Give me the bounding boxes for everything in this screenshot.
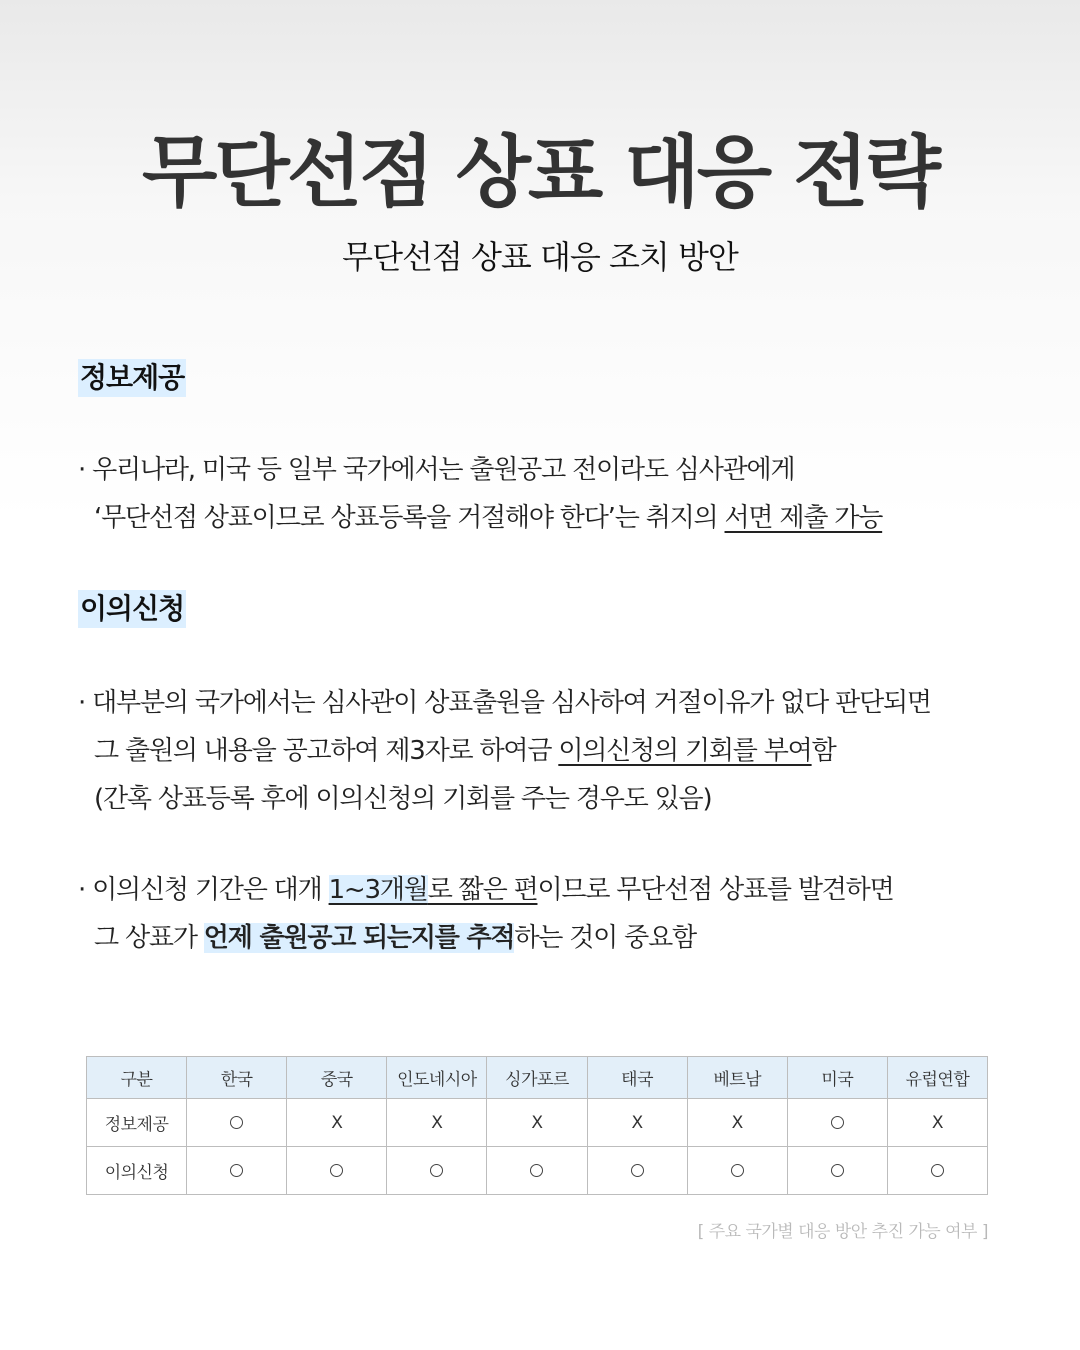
table-caption: [ 주요 국가별 대응 방안 추진 가능 여부 ] (697, 1222, 988, 1242)
table-row-label: 정보제공 (87, 1099, 187, 1147)
table-header-cell: 중국 (287, 1057, 387, 1099)
circle-mark-icon (530, 1164, 543, 1177)
bullet-text: 이므로 무단선점 상표를 발견하면 (537, 875, 894, 905)
table-header-cell: 인도네시아 (387, 1057, 487, 1099)
table-header-cell: 싱가포르 (487, 1057, 587, 1099)
bullet-line (78, 494, 1038, 542)
table-cell (487, 1147, 587, 1195)
table-cell (787, 1099, 887, 1147)
table-cell (687, 1147, 787, 1195)
bullet-text: 하는 것이 중요함 (514, 923, 696, 953)
bullet-text: 그 상표가 (94, 923, 204, 953)
table-cell (887, 1099, 987, 1147)
table-cell (187, 1147, 287, 1195)
x-mark: X (331, 1112, 343, 1133)
bullet-text: · 대부분의 국가에서는 심사관이 상표출원을 심사하여 거절이유가 없다 판단되면 (78, 688, 931, 718)
bullet-text: (간혹 상표등록 후에 이의신청의 기회를 주는 경우도 있음) (94, 784, 712, 814)
table-header-cell: 태국 (587, 1057, 687, 1099)
bullet-opposition-process (78, 679, 1038, 823)
table-header-cell: 유럽연합 (887, 1057, 987, 1099)
page-title: 무단선점 상표 대응 전략 (142, 128, 938, 218)
circle-mark-icon (330, 1164, 343, 1177)
highlighted-underlined-text: 1~3개월 (328, 875, 428, 905)
table-row (87, 1147, 988, 1195)
table-cell (787, 1147, 887, 1195)
bullet-text: ‘무단선점 상표이므로 상표등록을 거절해야 한다’는 취지의 (94, 503, 725, 533)
bullet-info-submission (78, 446, 1038, 542)
table-cell (187, 1099, 287, 1147)
bullet-text: · 이의신청 기간은 대개 (78, 875, 329, 905)
table-cell (587, 1147, 687, 1195)
country-comparison-table (86, 1056, 988, 1195)
x-mark: X (731, 1112, 743, 1133)
circle-mark-icon (430, 1164, 443, 1177)
table-cell (487, 1099, 587, 1147)
bullet-text: 함 (811, 736, 836, 766)
circle-mark-icon (230, 1164, 243, 1177)
bullet-opposition-period (78, 866, 1038, 962)
underlined-text: 로 짧은 편 (427, 875, 538, 905)
circle-mark-icon (931, 1164, 944, 1177)
table-header-cell: 미국 (787, 1057, 887, 1099)
table-row-label: 이의신청 (87, 1147, 187, 1195)
table-row (87, 1099, 988, 1147)
underlined-text: 서면 제출 가능 (724, 503, 883, 533)
table-header-cell: 베트남 (687, 1057, 787, 1099)
section-heading-info: 정보제공 (78, 359, 186, 397)
table-cell (387, 1147, 487, 1195)
bullet-line (78, 446, 1038, 494)
bullet-line (78, 679, 1038, 727)
table-cell (387, 1099, 487, 1147)
table-cell (587, 1099, 687, 1147)
table-cell (887, 1147, 987, 1195)
x-mark: X (531, 1112, 543, 1133)
x-mark: X (431, 1112, 443, 1133)
bullet-line (78, 914, 1038, 962)
bullet-text: 그 출원의 내용을 공고하여 제3자로 하여금 (94, 736, 559, 766)
circle-mark-icon (831, 1116, 844, 1129)
section-heading-opposition: 이의신청 (78, 590, 186, 628)
x-mark: X (931, 1112, 944, 1133)
table-cell (687, 1099, 787, 1147)
table-body (87, 1099, 988, 1195)
bullet-line (78, 727, 1038, 775)
circle-mark-icon (731, 1164, 744, 1177)
page-subtitle: 무단선점 상표 대응 조치 방안 (342, 238, 738, 276)
circle-mark-icon (631, 1164, 644, 1177)
table-cell (287, 1147, 387, 1195)
highlighted-bold-text: 언제 출원공고 되는지를 추적 (203, 923, 515, 953)
bullet-text: · 우리나라, 미국 등 일부 국가에서는 출원공고 전이라도 심사관에게 (78, 455, 795, 485)
bullet-line (78, 775, 1038, 823)
bullet-line (78, 866, 1038, 914)
table-header-row (87, 1057, 988, 1099)
table-header-cell: 한국 (187, 1057, 287, 1099)
circle-mark-icon (230, 1116, 243, 1129)
table-cell (287, 1099, 387, 1147)
table-header-cell: 구분 (87, 1057, 187, 1099)
underlined-text: 이의신청의 기회를 부여 (558, 736, 812, 766)
x-mark: X (631, 1112, 643, 1133)
circle-mark-icon (831, 1164, 844, 1177)
